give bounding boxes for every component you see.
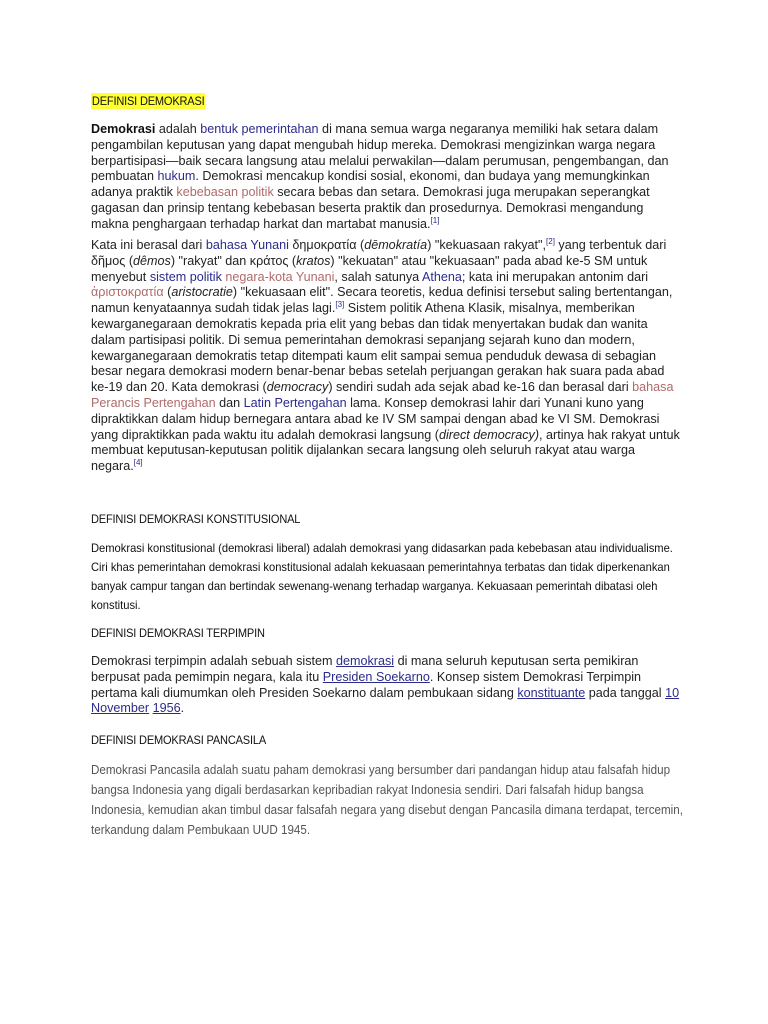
link-kebebasan-politik[interactable]: kebebasan politik: [176, 185, 274, 200]
text: . Demokrasi mencakup kondisi sosial, ekonomi, dan budaya yang memungkinkan adanya praktik: [91, 169, 650, 200]
link-aristokratia[interactable]: ἀριστοκρατία: [91, 285, 164, 300]
paragraph-demokrasi-etymology: [91, 238, 681, 475]
text: di mana seluruh keputusan serta pemikiran berpusat pada pemimpin negara, kala itu: [91, 654, 639, 684]
paragraph-demokrasi-definition: [91, 122, 681, 233]
heading-demokrasi-konstitusional: DEFINISI DEMOKRASI KONSTITUSIONAL: [91, 512, 301, 526]
paragraph-pancasila: Demokrasi Pancasila adalah suatu paham demokrasi yang bersumber dari pandangan hidup atau falsafah hidup bangsa Indonesia yang digali berdasarkan kepribadian rakyat Indonesia sendiri. Dari falsafah hidup bangsa Indonesia, kemudian akan timbul dasar falsafah negara yang disebut dengan Pancasila dimana terdapat, tercemin, terkandung dalam Pembukaan UUD 1945.: [91, 763, 683, 837]
text: ) "kekuasaan rakyat",: [427, 238, 547, 252]
text: dan: [215, 395, 244, 410]
link-konstituante[interactable]: konstituante: [517, 685, 586, 700]
link-bahasa-yunani[interactable]: bahasa Yunani: [205, 238, 289, 252]
link-athena[interactable]: Athena: [421, 269, 462, 284]
text: lama. Konsep demokrasi lahir dari Yunani kuno yang dipraktikkan dalam hidup bernegara antara abad ke IV SM sampai dengan abad ke VI SM. Demokrasi yang dipraktikkan pada waktu itu adalah demokrasi langsung (: [91, 395, 660, 442]
citation-2[interactable]: [2]: [546, 236, 555, 246]
link-latin-pertengahan[interactable]: Latin Pertengahan: [243, 395, 347, 410]
link-negara-kota-yunani[interactable]: negara-kota Yunani: [225, 269, 335, 284]
text: Demokrasi terpimpin adalah sebuah sistem: [91, 654, 336, 668]
text: adalah: [155, 122, 201, 136]
link-bentuk-pemerintahan[interactable]: bentuk pemerintahan: [200, 122, 319, 136]
italic-text: dêmos: [133, 253, 171, 268]
text: yang terbentuk dari δῆμος (: [91, 238, 667, 268]
text: .: [180, 701, 185, 716]
paragraph-konstitusional: Demokrasi konstitusional (demokrasi liberal) adalah demokrasi yang didasarkan pada kebebasan atau individualisme. Ciri khas pemerintahan demokrasi konstitusional adalah kekuasaan pemerintahnya terbatas dan tidak diperkenankan banyak campur tangan dan bertindak sewenang-wenang terhadap warganya. Kekuasaan pemerintah dibatasi oleh konstitusi.: [91, 541, 673, 612]
link-demokrasi[interactable]: demokrasi: [336, 654, 395, 668]
link-bahasa-perancis-pertengahan[interactable]: bahasa Perancis Pertengahan: [91, 380, 674, 410]
text: ) "kekuatan" atau "kekuasaan" pada abad ke-5 SM untuk menyebut: [91, 253, 648, 284]
link-sistem-politik[interactable]: sistem politik: [149, 269, 222, 284]
italic-text: direct democracy): [438, 427, 540, 442]
text: di mana semua warga negaranya memiliki hak setara dalam pengambilan keputusan yang dapat mengubah hidup mereka. Demokrasi mengizinkan warga negara berpartisipasi—baik secara langsung atau melalui perwakilan—dalam perumusan, pengembangan, dan pembuatan: [91, 122, 669, 184]
text: Sistem politik Athena Klasik, misalnya, memberikan kewarganegaraan demokratis kepada pria elit yang bebas dan tidak menyertakan budak dan wanita dalam partisipasi politik. Di semua pemerintahan demokrasi sepanjang sejarah kuno dan modern, kewarganegaraan demokratis tetap ditempati kaum elit sampai semua penduduk dewasa di sebagian besar negara demokrasi modern benar-benar bebas setelah perjuangan gerakan hak suara pada abad ke-19 dan 20. Kata demokrasi (: [91, 301, 665, 395]
text: ; kata ini merupakan antonim dari: [461, 269, 649, 284]
text: ) "kekuasaan elit". Secara teoretis, kedua definisi tersebut saling bertentangan, namun kenyataannya sudah tidak jelas lagi.: [91, 285, 673, 316]
text: , salah satunya: [334, 269, 422, 284]
paragraph-terpimpin: [91, 654, 686, 717]
heading-demokrasi-terpimpin: DEFINISI DEMOKRASI TERPIMPIN: [91, 626, 265, 640]
text: ) sendiri sudah ada sejak abad ke-16 dan berasal dari: [328, 380, 633, 395]
link-1956[interactable]: 1956: [152, 701, 181, 716]
text: Kata ini berasal dari: [91, 238, 206, 252]
highlighted-title: DEFINISI DEMOKRASI: [91, 94, 205, 108]
link-hukum[interactable]: hukum: [157, 169, 196, 184]
text: secara bebas dan setara. Demokrasi juga merupakan seperangkat gagasan dan prinsip tentang kebebasan beserta praktik dan prosedurnya. Demokrasi mengandung makna penghargaan terhadap harkat dan martabat manusia.: [91, 185, 650, 231]
text: . Konsep sistem Demokrasi Terpimpin pertama kali diumumkan oleh Presiden Soekarno dalam pembukaan sidang: [91, 669, 642, 700]
heading-demokrasi-pancasila: DEFINISI DEMOKRASI PANCASILA: [91, 733, 267, 747]
heading-definisi-demokrasi: [91, 94, 205, 108]
citation-4[interactable]: [4]: [133, 457, 143, 467]
text: (: [163, 285, 172, 300]
italic-text: democracy: [266, 380, 329, 395]
text: ) "rakyat" dan κράτος (: [170, 253, 297, 268]
term-demokrasi: Demokrasi: [91, 122, 156, 136]
citation-1[interactable]: [1]: [430, 215, 440, 225]
text: pada tanggal: [585, 685, 666, 700]
text: δημοκρατία (: [288, 238, 365, 252]
italic-text: dēmokratía: [364, 238, 428, 252]
link-presiden-soekarno[interactable]: Presiden Soekarno: [322, 669, 430, 684]
link-10-november[interactable]: 10 November: [91, 685, 680, 716]
citation-3[interactable]: [3]: [335, 300, 345, 309]
italic-text: kratos: [296, 253, 331, 268]
text: , artinya hak rakyat untuk membuat keputusan-keputusan politik dijalankan secara langsung oleh seluruh rakyat atau warga negara.: [91, 427, 680, 474]
italic-text: aristocratie: [171, 285, 233, 300]
